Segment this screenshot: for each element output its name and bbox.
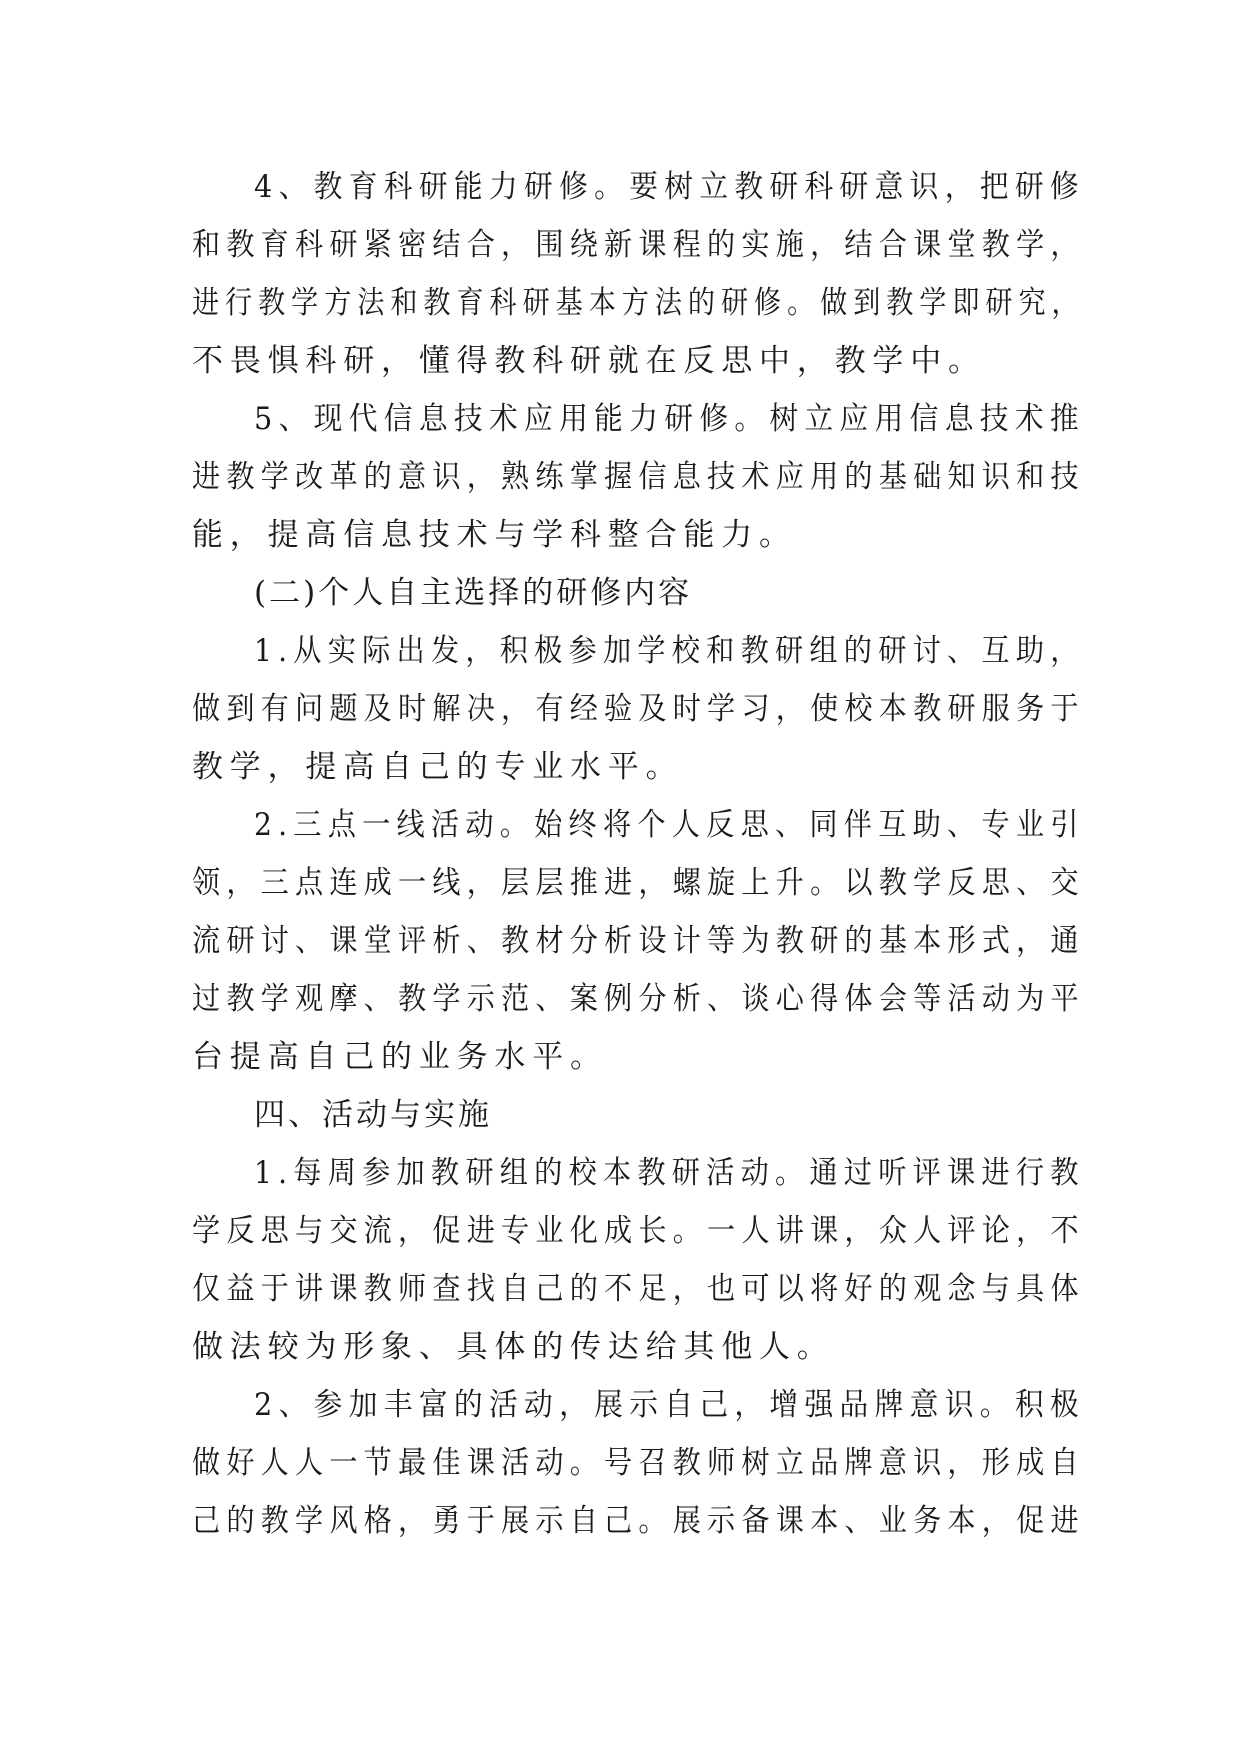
paragraph-line: 和教育科研紧密结合，围绕新课程的实施，结合课堂教学，: [192, 227, 1085, 263]
section-heading: 四、活动与实施: [254, 1097, 492, 1133]
paragraph-line: 仅益于讲课教师查找自己的不足，也可以将好的观念与具体: [192, 1271, 1085, 1307]
paragraph-line: 2、参加丰富的活动，展示自己，增强品牌意识。积极: [254, 1387, 1085, 1423]
paragraph-line: 5、现代信息技术应用能力研修。树立应用信息技术推: [254, 401, 1085, 437]
paragraph-line: 教学，提高自己的专业水平。: [192, 749, 684, 785]
paragraph-line: 1.每周参加教研组的校本教研活动。通过听评课进行教: [254, 1155, 1085, 1191]
paragraph-line: 做到有问题及时解决，有经验及时学习，使校本教研服务于: [192, 691, 1085, 727]
paragraph-line: 过教学观摩、教学示范、案例分析、谈心得体会等活动为平: [192, 981, 1085, 1017]
paragraph-line: 进行教学方法和教育科研基本方法的研修。做到教学即研究，: [192, 285, 1085, 321]
paragraph-line: 学反思与交流，促进专业化成长。一人讲课，众人评论，不: [192, 1213, 1085, 1249]
paragraph-line: 不畏惧科研，懂得教科研就在反思中，教学中。: [192, 343, 986, 379]
paragraph-line: 4、教育科研能力研修。要树立教研科研意识，把研修: [254, 169, 1085, 205]
paragraph-line: 能，提高信息技术与学科整合能力。: [192, 517, 797, 553]
paragraph-line: 领，三点连成一线，层层推进，螺旋上升。以教学反思、交: [192, 865, 1085, 901]
paragraph-line: 做法较为形象、具体的传达给其他人。: [192, 1329, 835, 1365]
paragraph-line: 2.三点一线活动。始终将个人反思、同伴互助、专业引: [254, 807, 1085, 843]
paragraph-line: 台提高自己的业务水平。: [192, 1039, 608, 1075]
paragraph-line: 流研讨、课堂评析、教材分析设计等为教研的基本形式，通: [192, 923, 1085, 959]
paragraph-line: 做好人人一节最佳课活动。号召教师树立品牌意识，形成自: [192, 1445, 1085, 1481]
paragraph-line: 1.从实际出发，积极参加学校和教研组的研讨、互助，: [254, 633, 1085, 669]
paragraph-line: 己的教学风格，勇于展示自己。展示备课本、业务本，促进: [192, 1503, 1085, 1539]
paragraph-line: 进教学改革的意识，熟练掌握信息技术应用的基础知识和技: [192, 459, 1085, 495]
section-heading: (二)个人自主选择的研修内容: [254, 575, 693, 611]
